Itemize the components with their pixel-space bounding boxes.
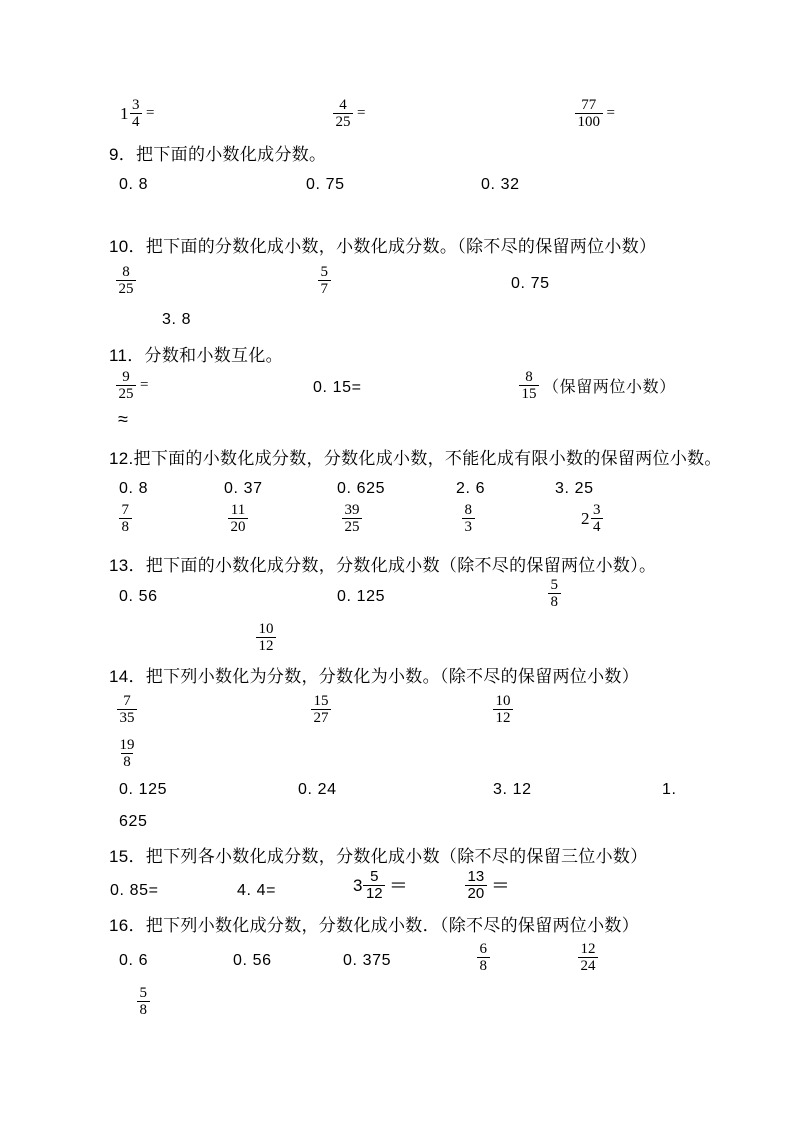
decimal-value: 0. 375 bbox=[343, 952, 392, 969]
denominator: 15 bbox=[519, 385, 539, 402]
equals-sign: = bbox=[140, 377, 149, 393]
decimal-value-wrapped: 625 bbox=[119, 813, 148, 830]
decimal-value: 0. 56 bbox=[233, 952, 272, 969]
numerator: 4 bbox=[339, 97, 347, 113]
numerator: 8 bbox=[464, 502, 472, 518]
whole-number: 1 bbox=[120, 103, 129, 123]
decimal-value: 0. 15= bbox=[313, 379, 362, 396]
decimal-value: 2. 6 bbox=[456, 480, 486, 497]
denominator: 3 bbox=[462, 518, 475, 535]
fraction-4-25 bbox=[333, 97, 365, 130]
fraction-39-25 bbox=[342, 502, 362, 535]
denominator: 8 bbox=[119, 518, 132, 535]
fraction-6-8 bbox=[477, 941, 490, 974]
denominator: 25 bbox=[342, 518, 362, 535]
numerator: 7 bbox=[123, 693, 131, 709]
fraction-stack bbox=[342, 502, 362, 535]
equals-sign: = bbox=[390, 877, 407, 894]
fraction-11-20 bbox=[228, 502, 248, 535]
fraction-stack bbox=[130, 97, 143, 130]
fraction-stack bbox=[363, 869, 385, 902]
fraction-stack bbox=[119, 502, 132, 535]
numerator: 5 bbox=[550, 577, 558, 593]
whole-number: 2 bbox=[581, 508, 590, 528]
fraction-9-25 bbox=[116, 369, 148, 402]
fraction-15-27 bbox=[311, 693, 331, 726]
denominator: 12 bbox=[493, 709, 513, 726]
fraction-stack bbox=[116, 264, 136, 297]
mixed-fraction-1-3-4 bbox=[120, 97, 154, 130]
equals-sign: = bbox=[492, 877, 508, 894]
denominator: 35 bbox=[117, 709, 137, 726]
fraction-stack bbox=[477, 941, 490, 974]
question-10-title: 10．把下面的分数化成小数，小数化成分数。（除不尽的保留两位小数） bbox=[109, 237, 657, 256]
fraction-stack bbox=[548, 577, 561, 610]
numerator: 13 bbox=[467, 868, 485, 885]
question-16-title: 16．把下列小数化成分数，分数化成小数．（除不尽的保留两位小数） bbox=[109, 916, 640, 935]
denominator: 20 bbox=[228, 518, 248, 535]
fraction-5-7 bbox=[318, 264, 331, 297]
question-13-title: 13．把下面的小数化成分数，分数化成小数（除不尽的保留两位小数）。 bbox=[109, 556, 657, 575]
decimal-value: 3. 12 bbox=[493, 781, 532, 798]
denominator: 8 bbox=[548, 593, 561, 610]
denominator: 27 bbox=[311, 709, 331, 726]
fraction-77-100 bbox=[575, 97, 615, 130]
decimal-value: 0. 625 bbox=[337, 480, 386, 497]
approx-sign: ≈ bbox=[118, 409, 129, 429]
fraction-stack bbox=[228, 502, 248, 535]
numerator: 5 bbox=[139, 985, 147, 1001]
rounding-note: （保留两位小数） bbox=[543, 379, 676, 396]
numerator: 3 bbox=[132, 97, 140, 113]
fraction-5-8 bbox=[548, 577, 561, 610]
denominator: 100 bbox=[575, 113, 603, 130]
equals-sign: = bbox=[357, 105, 366, 121]
decimal-value: 0. 8 bbox=[119, 176, 149, 193]
decimal-value: 0. 75 bbox=[306, 176, 345, 193]
equals-sign: = bbox=[146, 105, 155, 121]
question-12-title: 12.把下面的小数化成分数，分数化成小数，不能化成有限小数的保留两位小数。 bbox=[109, 449, 722, 468]
fraction-stack bbox=[333, 97, 353, 130]
fraction-stack bbox=[575, 97, 603, 130]
fraction-19-8 bbox=[117, 737, 137, 770]
fraction-stack bbox=[117, 693, 137, 726]
mixed-fraction-2-3-4 bbox=[581, 502, 603, 535]
decimal-value: 0. 32 bbox=[481, 176, 520, 193]
decimal-value: 0. 56 bbox=[119, 588, 158, 605]
decimal-value: 0. 75 bbox=[511, 275, 550, 292]
fraction-stack bbox=[462, 502, 475, 535]
fraction-5-8 bbox=[137, 985, 150, 1018]
decimal-value: 3. 8 bbox=[162, 311, 192, 328]
fraction-8-25 bbox=[116, 264, 136, 297]
equals-sign: = bbox=[606, 105, 615, 121]
question-14-title: 14．把下列小数化为分数，分数化为小数。（除不尽的保留两位小数） bbox=[109, 667, 640, 686]
decimal-value: 0. 37 bbox=[224, 480, 263, 497]
fraction-8-3 bbox=[462, 502, 475, 535]
decimal-value: 4. 4= bbox=[237, 882, 277, 899]
fraction-10-12 bbox=[493, 693, 513, 726]
numerator: 10 bbox=[258, 621, 274, 637]
fraction-stack bbox=[137, 985, 150, 1018]
fraction-stack bbox=[465, 869, 487, 902]
fraction-7-35 bbox=[117, 693, 137, 726]
decimal-value: 3. 25 bbox=[555, 480, 594, 497]
numerator: 8 bbox=[525, 369, 533, 385]
fraction-stack bbox=[519, 369, 539, 402]
fraction-stack bbox=[256, 621, 276, 654]
decimal-value: 0. 125 bbox=[119, 781, 168, 798]
question-11-title: 11．分数和小数互化。 bbox=[109, 346, 283, 365]
fraction-stack bbox=[116, 369, 136, 402]
question-9-title: 9．把下面的小数化成分数。 bbox=[109, 145, 327, 164]
decimal-value: 0. 8 bbox=[119, 480, 149, 497]
denominator: 25 bbox=[116, 385, 136, 402]
decimal-value: 0. 125 bbox=[337, 588, 386, 605]
numerator: 39 bbox=[344, 502, 360, 518]
fraction-stack bbox=[493, 693, 513, 726]
fraction-stack bbox=[311, 693, 331, 726]
denominator: 12 bbox=[363, 885, 385, 902]
fraction-stack bbox=[578, 941, 598, 974]
denominator: 8 bbox=[477, 957, 490, 974]
fraction-10-12 bbox=[256, 621, 276, 654]
fraction-8-15 bbox=[519, 369, 676, 402]
numerator: 3 bbox=[593, 502, 601, 518]
decimal-value: 0. 85= bbox=[110, 882, 159, 899]
fraction-12-24 bbox=[578, 941, 598, 974]
denominator: 24 bbox=[578, 957, 598, 974]
numerator: 77 bbox=[581, 97, 597, 113]
numerator: 10 bbox=[495, 693, 511, 709]
denominator: 4 bbox=[130, 113, 143, 130]
fraction-stack bbox=[318, 264, 331, 297]
numerator: 12 bbox=[580, 941, 596, 957]
fraction-stack bbox=[117, 737, 137, 770]
denominator: 20 bbox=[465, 885, 487, 902]
decimal-value: 1. bbox=[662, 781, 677, 798]
fraction-13-20 bbox=[465, 869, 510, 902]
numerator: 7 bbox=[121, 502, 129, 518]
denominator: 12 bbox=[256, 637, 276, 654]
question-15-title: 15．把下列各小数化成分数，分数化成小数（除不尽的保留三位小数） bbox=[109, 847, 648, 866]
mixed-fraction-3-5-12 bbox=[353, 869, 409, 902]
decimal-value: 0. 24 bbox=[298, 781, 337, 798]
denominator: 7 bbox=[318, 280, 331, 297]
denominator: 4 bbox=[591, 518, 604, 535]
numerator: 19 bbox=[119, 737, 135, 753]
whole-number: 3 bbox=[353, 875, 363, 895]
numerator: 8 bbox=[122, 264, 130, 280]
numerator: 6 bbox=[479, 941, 487, 957]
decimal-value: 0. 6 bbox=[119, 952, 149, 969]
denominator: 25 bbox=[116, 280, 136, 297]
denominator: 8 bbox=[121, 753, 134, 770]
denominator: 8 bbox=[137, 1001, 150, 1018]
numerator: 15 bbox=[313, 693, 329, 709]
numerator: 5 bbox=[370, 868, 379, 885]
numerator: 5 bbox=[320, 264, 328, 280]
fraction-stack bbox=[591, 502, 604, 535]
fraction-7-8 bbox=[119, 502, 132, 535]
numerator: 11 bbox=[230, 502, 246, 518]
numerator: 9 bbox=[122, 369, 130, 385]
denominator: 25 bbox=[333, 113, 353, 130]
